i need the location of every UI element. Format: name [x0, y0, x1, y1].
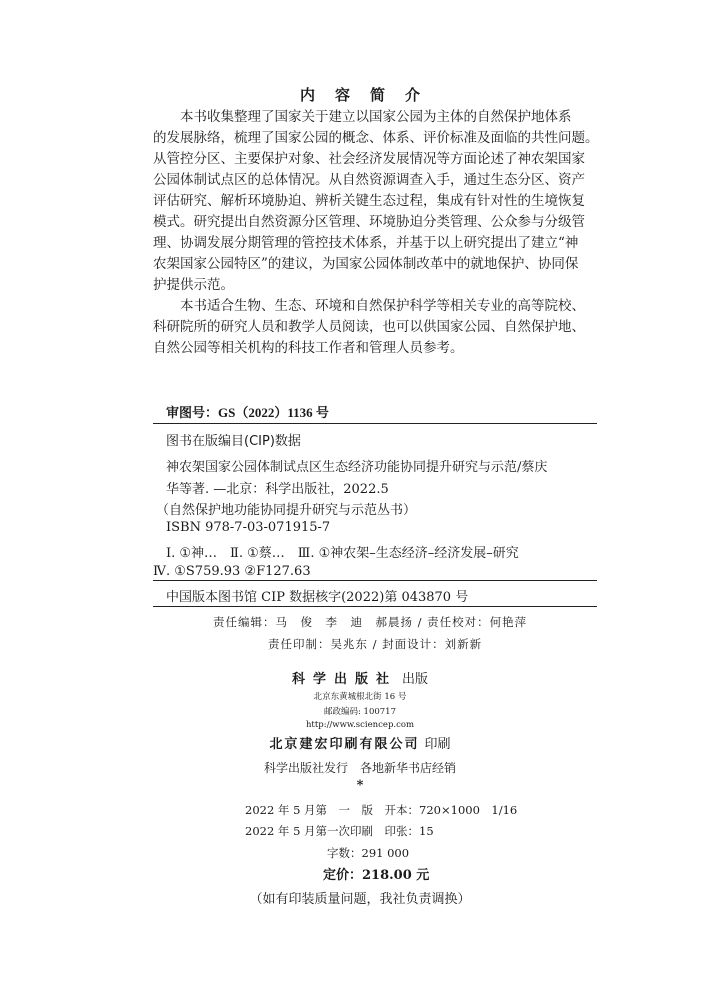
cip-heading: 图书在版编目(CIP)数据 — [166, 434, 301, 449]
cip-line: Ⅳ. ①S759.93 ②F127.63 — [153, 564, 311, 579]
intro-paragraph-1 — [153, 107, 607, 296]
printer-line — [0, 733, 720, 752]
map-review-number: 审图号：GS（2022）1136 号 — [166, 405, 329, 420]
cip-line: 华等著. —北京：科学出版社，2022.5 — [166, 482, 389, 497]
distribution-line: 科学出版社发行 各地新华书店经销 — [263, 761, 456, 775]
intro-line: 公园体制试点区的总体情况。从自然资源调查入手，通过生态分区、资产 — [153, 172, 585, 188]
word-count: 字数：291 000 — [327, 846, 410, 860]
cip-line: （自然保护地功能协同提升研究与示范丛书） — [156, 503, 417, 518]
publisher-suffix: 出版 — [402, 672, 429, 687]
intro-line: 本书收集整理了国家关于建立以国家公园为主体的自然保护地体系 — [180, 109, 572, 125]
separator-star: * — [356, 778, 364, 793]
cip-line: ISBN 978-7-03-071915-7 — [166, 520, 331, 535]
cip-catalog-number: 中国版本图书馆 CIP 数据核字(2022)第 043870 号 — [166, 590, 469, 605]
intro-line: 自然公园等相关机构的科技工作者和管理人员参考。 — [153, 340, 464, 356]
page-title: 内容简介 — [299, 86, 440, 104]
intro-line: 理、协调发展分期管理的管控技术体系，并基于以上研究提出了建立“神 — [153, 235, 579, 251]
cip-line: 神农架国家公园体制试点区生态经济功能协同提升研究与示范/蔡庆 — [166, 460, 548, 475]
publisher-name: 科学出版社 — [291, 672, 397, 687]
intro-line: 评估研究、解析环境胁迫、辨析关键生态过程，集成有针对性的生境恢复 — [153, 193, 585, 209]
production-credit: 责任印制：吴兆东 / 封面设计：刘新新 — [268, 637, 483, 651]
publisher-line — [0, 668, 720, 687]
intro-line: 的发展脉络，梳理了国家公园的概念、体系、评价标准及面临的共性问题。 — [153, 130, 599, 146]
publisher-website: http://www.sciencep.com — [305, 720, 415, 730]
printer-suffix: 印刷 — [424, 737, 451, 752]
quality-notice: （如有印装质量问题，我社负责调换） — [249, 892, 471, 907]
intro-paragraph-2 — [153, 296, 607, 359]
editors-credit: 责任编辑：马 俊 李 迪 郝晨扬 / 责任校对：何艳萍 — [213, 615, 528, 629]
intro-line: 从管控分区、主要保护对象、社会经济发展情况等方面论述了神农架国家 — [153, 151, 585, 167]
printing-info: 2022 年 5 月第一次印刷 印张：15 — [245, 824, 434, 838]
intro-line: 农架国家公园特区”的建议，为国家公园体制改革中的就地保护、协同保 — [153, 256, 579, 272]
cip-line: Ⅰ. ①神… Ⅱ. ①蔡… Ⅲ. ①神农架–生态经济–经济发展–研究 — [166, 546, 519, 561]
intro-line: 本书适合生物、生态、环境和自然保护科学等相关专业的高等院校、 — [180, 298, 585, 314]
publisher-address: 北京东黄城根北街 16 号 — [313, 692, 407, 702]
divider-top — [153, 423, 597, 424]
divider-bottom — [153, 606, 597, 607]
publisher-postcode: 邮政编码: 100717 — [323, 707, 396, 717]
edition-info: 2022 年 5 月第 一 版 开本：720×1000 1/16 — [245, 803, 518, 817]
intro-line: 护提供示范。 — [153, 277, 234, 293]
price: 定价：218.00 元 — [323, 868, 430, 883]
intro-line: 科研院所的研究人员和教学人员阅读，也可以供国家公园、自然保护地、 — [153, 319, 585, 335]
intro-line: 模式。研究提出自然资源分区管理、环境胁迫分类管理、公众参与分级管 — [153, 214, 585, 230]
divider-middle — [153, 580, 597, 581]
printer-name: 北京建宏印刷有限公司 — [269, 737, 420, 752]
